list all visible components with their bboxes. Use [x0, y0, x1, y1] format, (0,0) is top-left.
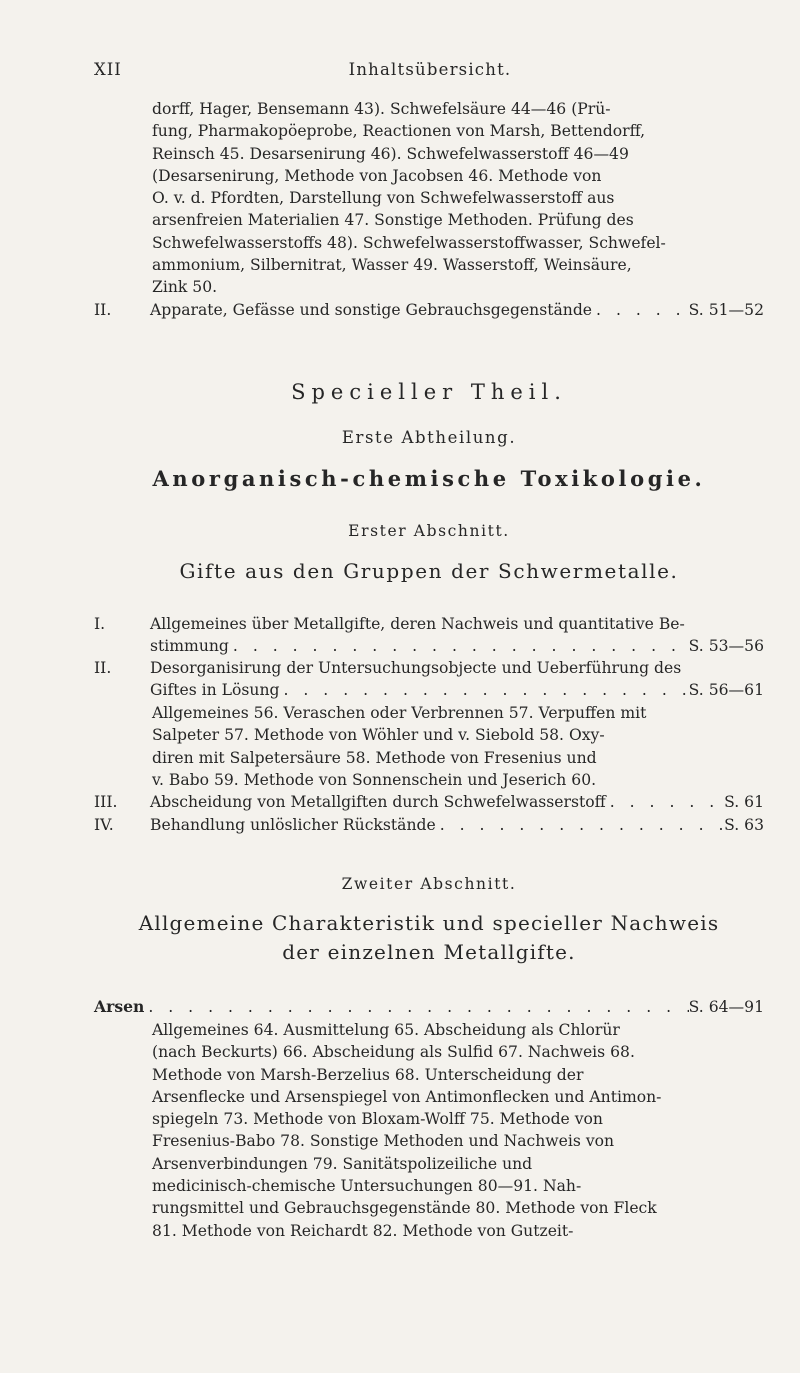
text-line: Salpeter 57. Methode von Wöhler und v. Siebold 58. Oxy- [152, 726, 605, 745]
toc-line [150, 299, 764, 321]
section-title-line: der einzelnen Metallgifte. [282, 940, 576, 964]
text-line: dorff, Hager, Bensemann 43). Schwefelsäure 44—46 (Prü- [152, 100, 611, 118]
entry-label: Behandlung unlöslicher Rückstände [150, 816, 436, 834]
text-line: Schwefelwasserstoffs 48). Schwefelwasserstoffwasser, Schwefel- [152, 233, 666, 252]
leader-dots [436, 814, 724, 836]
page-reference: S. 61 [724, 793, 764, 811]
section-title [94, 909, 764, 967]
text-line: Fresenius-Babo 78. Sonstige Methoden und Nachweis von [152, 1132, 615, 1151]
toc-line [94, 996, 764, 1018]
section-heading: Zweiter Abschnitt. [341, 875, 517, 893]
entry-number: II. [94, 659, 112, 677]
text-line: 81. Methode von Reichardt 82. Methode von Gutzeit- [152, 1221, 574, 1240]
text-line: Allgemeines über Metallgifte, deren Nachweis und quantitative Be- [150, 615, 685, 633]
text-line: (Desarsenirung, Methode von Jacobsen 46. Methode von [152, 166, 602, 185]
page-reference: S. 53—56 [688, 637, 764, 656]
text-line: O. v. d. Pfordten, Darstellung von Schwefelwasserstoff aus [152, 189, 615, 208]
leader-dots [279, 679, 688, 701]
continuation-paragraph [152, 98, 764, 299]
text-line: diren mit Salpetersäure 58. Methode von Fresenius und [152, 748, 597, 767]
entry-number: III. [94, 793, 118, 811]
page-reference: S. 56—61 [688, 681, 764, 700]
section-heading: Erster Abschnitt. [348, 522, 510, 540]
entry-label: Giftes in Lösung [150, 681, 280, 700]
entry-label: Abscheidung von Metallgiften durch Schwefelwasserstoff [150, 793, 606, 811]
text-line: Allgemeines 64. Ausmittelung 65. Abscheidung als Chlorür [152, 1021, 620, 1039]
text-line: Methode von Marsh-Berzelius 68. Unterscheidung der [152, 1065, 584, 1084]
entry-subtext [152, 1019, 764, 1242]
leader-dots [606, 791, 724, 813]
text-line: spiegeln 73. Methode von Bloxam-Wolff 75. Methode von [152, 1110, 603, 1129]
text-line: arsenfreien Materialien 47. Sonstige Methoden. Prüfung des [152, 211, 634, 230]
toc-line [150, 814, 764, 836]
section-title: Gifte aus den Gruppen der Schwermetalle. [179, 559, 679, 583]
entry-subtext [152, 702, 764, 791]
page-header [94, 60, 766, 82]
text-line: rungsmittel und Gebrauchsgegenstände 80. Methode von Fleck [152, 1199, 657, 1218]
page-reference: S. 51—52 [688, 301, 764, 319]
entry-label: stimmung [150, 637, 229, 656]
page-number: XII [94, 60, 122, 79]
toc-line [150, 791, 764, 813]
text-line: Reinsch 45. Desarsenirung 46). Schwefelwasserstoff 46—49 [152, 144, 629, 163]
section-title-line: Allgemeine Charakteristik und specieller Nachweis [138, 911, 720, 935]
text-line: medicinisch-chemische Untersuchungen 80—91. Nah- [152, 1177, 582, 1196]
page-reference: S. 64—91 [688, 998, 764, 1016]
text-line: fung, Pharmakopöeprobe, Reactionen von Marsh, Bettendorff, [152, 122, 646, 141]
division-title: Anorganisch-chemische Toxikologie. [152, 466, 706, 491]
leader-dots [229, 635, 689, 657]
text-line: Allgemeines 56. Veraschen oder Verbrennen 57. Verpuffen mit [152, 704, 647, 722]
running-title: Inhaltsübersicht. [348, 60, 512, 79]
division-heading: Erste Abtheilung. [341, 428, 517, 447]
toc-line [150, 679, 764, 701]
entry-number: I. [94, 615, 106, 633]
text-line: Desorganisirung der Untersuchungsobjecte und Ueberführung des [150, 659, 682, 677]
entry-label: Arsen [94, 997, 145, 1016]
text-line: v. Babo 59. Methode von Sonnenschein und Jeserich 60. [152, 770, 597, 789]
text-line: (nach Beckurts) 66. Abscheidung als Sulfid 67. Nachweis 68. [152, 1043, 635, 1062]
leader-dots [592, 299, 689, 321]
toc-line [150, 635, 764, 657]
text-line: Arsenflecke und Arsenspiegel von Antimonflecken und Antimon- [152, 1087, 662, 1106]
text-line: Zink 50. [152, 278, 218, 297]
text-line: Arsenverbindungen 79. Sanitätspolizeiliche und [152, 1154, 533, 1173]
toc-entry-arsen [94, 996, 764, 1018]
entry-label: Apparate, Gefässe und sonstige Gebrauchsgegenstände [150, 301, 593, 319]
leader-dots [144, 996, 688, 1018]
entry-number: II. [94, 301, 112, 319]
entry-number: IV. [94, 816, 114, 834]
part-heading: Specieller Theil. [291, 380, 567, 404]
page-reference: S. 63 [724, 816, 764, 834]
text-line: ammonium, Silbernitrat, Wasser 49. Wasserstoff, Weinsäure, [152, 256, 632, 275]
